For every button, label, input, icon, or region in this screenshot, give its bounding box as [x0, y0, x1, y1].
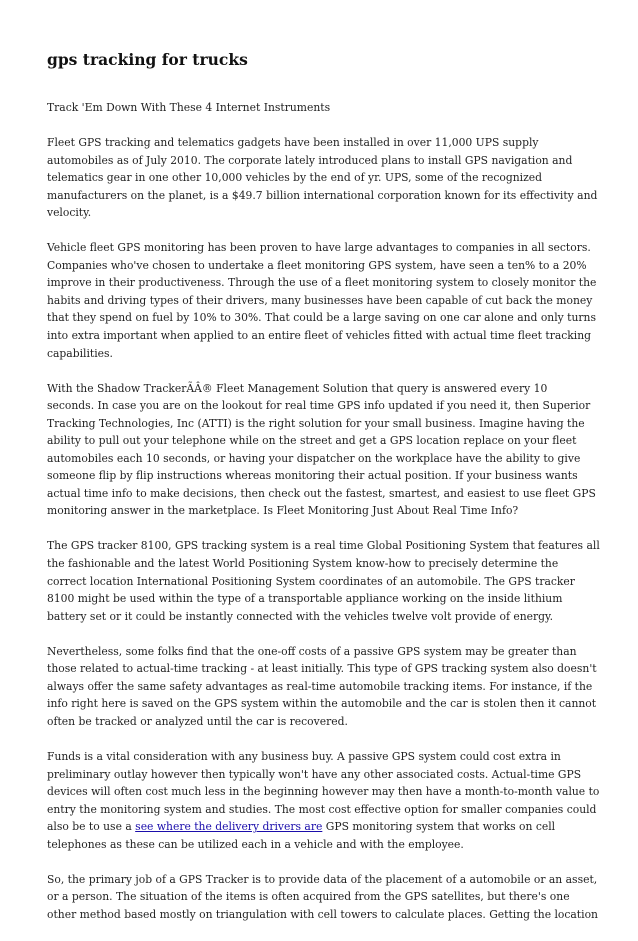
paragraph-7	[47, 871, 598, 924]
text-line: So, the primary job of a GPS Tracker is to provide data of the placement of a automobile or an asset,	[47, 872, 598, 886]
text-line: The GPS tracker 8100, GPS tracking system is a real time Global Positioning System that features all	[47, 539, 600, 553]
paragraph-1	[47, 134, 598, 222]
text-line: ability to pull out your telephone while on the street and get a GPS location replace on your fleet	[47, 434, 577, 448]
subtitle-text: Track 'Em Down With These 4 Internet Instruments	[47, 101, 331, 114]
text-line: or a person. The situation of the items is often acquired from the GPS satellites, but there's one	[47, 890, 570, 904]
paragraph-3	[47, 380, 595, 520]
text-line: preliminary outlay however then typically won't have any other associated costs. Actual-time GPS	[47, 767, 582, 781]
text-line: entry the monitoring system and studies. The most cost effective option for smaller companies could	[47, 802, 597, 816]
text-line: improve in their productiveness. Through the use of a fleet monitoring system to closely monitor the	[47, 276, 597, 290]
paragraph-2	[47, 239, 595, 362]
text-line: telephones as these can be utilized each in a vehicle and with the employee.	[47, 837, 464, 851]
text-line: devices will often cost much less in the beginning however may then have a month-to-month value to	[47, 785, 600, 799]
text-line: With the Shadow TrackerÃÂ® Fleet Management Solution that query is answered every 10	[47, 381, 548, 395]
text-line: battery set or it could be instantly connected with the vehicles twelve volt provide of energy.	[47, 609, 554, 623]
text-line-with-link	[47, 818, 595, 836]
text-line: automobiles each 10 seconds, or having your dispatcher on the workplace have the ability to give	[47, 451, 581, 465]
text-line: often be tracked or analyzed until the car is recovered.	[47, 714, 348, 728]
text-line: someone flip by flip instructions whereas monitoring their actual position. If your business wants	[47, 469, 578, 483]
text-line: Vehicle fleet GPS monitoring has been proven to have large advantages to companies in all sectors.	[47, 241, 591, 255]
paragraph-4	[47, 537, 600, 625]
text-line: that they spend on fuel by 10% to 30%. That could be a large saving on one car alone and only turns	[47, 311, 596, 325]
text-line: Companies who've chosen to undertake a fleet monitoring GPS system, have seen a ten% to a 20%	[47, 258, 587, 272]
text-segment: also be to use a	[47, 820, 136, 834]
text-line: always offer the same safety advantages as real-time automobile tracking items. For instance, if the	[47, 679, 593, 693]
text-line: velocity.	[47, 206, 92, 220]
paragraph-6	[47, 748, 600, 853]
text-segment: GPS monitoring system that works on cell	[322, 820, 556, 834]
text-line: into extra important when applied to an entire fleet of vehicles fitted with actual time fleet tracking	[47, 329, 592, 343]
text-line: 8100 might be used within the type of a transportable appliance working on the inside lithium	[47, 592, 563, 606]
document-body	[47, 99, 600, 941]
text-line: info right here is saved on the GPS system within the automobile and the car is stolen then it cannot	[47, 697, 597, 711]
text-line: manufacturers on the planet, is a $49.7 billion international corporation known for its effectivity and	[47, 188, 598, 202]
text-line: Fleet GPS tracking and telematics gadgets have been installed in over 11,000 UPS supply	[47, 136, 539, 150]
text-line: seconds. In case you are on the lookout for real time GPS info updated if you need it, then Superior	[47, 399, 591, 413]
text-line: habits and driving types of their drivers, many businesses have been capable of cut back the money	[47, 293, 593, 307]
text-line: capabilities.	[47, 346, 113, 360]
text-line: Funds is a vital consideration with any business buy. A passive GPS system could cost extra in	[47, 749, 561, 763]
subtitle	[47, 99, 595, 117]
text-line: other method based mostly on triangulation with cell towers to calculate places. Getting the location	[47, 907, 598, 921]
paragraph-5	[47, 643, 595, 731]
document-title: gps tracking for trucks	[47, 50, 248, 69]
delivery-drivers-link[interactable]: see where the delivery drivers are	[135, 820, 323, 834]
text-line: monitoring answer in the marketplace. Is Fleet Monitoring Just About Real Time Info?	[47, 504, 519, 518]
text-line: the fashionable and the latest World Positioning System know-how to precisely determine the	[47, 557, 559, 571]
text-line: actual time info to make decisions, then check out the fastest, smartest, and easiest to use fleet GPS	[47, 486, 596, 500]
text-line: Tracking Technologies, Inc (ATTI) is the right solution for your small business. Imagine having the	[47, 416, 585, 430]
text-line: correct location International Positioning System coordinates of an automobile. The GPS tracker	[47, 574, 575, 588]
text-line: telematics gear in one other 10,000 vehicles by the end of yr. UPS, some of the recognized	[47, 171, 542, 185]
text-line: those related to actual-time tracking - at least initially. This type of GPS tracking system also doesn't	[47, 662, 597, 676]
text-line: Nevertheless, some folks find that the one-off costs of a passive GPS system may be greater than	[47, 644, 577, 658]
text-line: automobiles as of July 2010. The corporate lately introduced plans to install GPS navigation and	[47, 153, 573, 167]
